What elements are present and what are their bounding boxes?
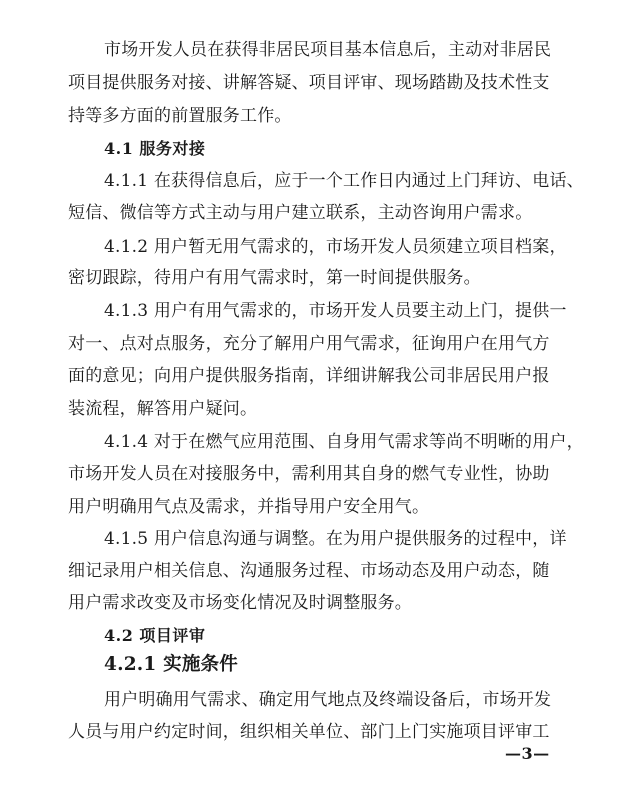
para-4-2-1-line-2: 人员与用户约定时间，组织相关单位、部门上门实施项目评审工 [68,722,550,742]
para-4-1-5-line-3: 用户需求改变及市场变化情况及时调整服务。 [68,593,412,613]
intro-line-1: 市场开发人员在获得非居民项目基本信息后，主动对非居民 [104,40,552,60]
page-number: —3— [505,744,550,763]
para-4-1-4-line-2: 市场开发人员在对接服务中，需利用其自身的燃气专业性，协助 [68,464,550,484]
para-4-1-3-line-3: 面的意见；向用户提供服务指南，详细讲解我公司非居民用户报 [68,366,550,386]
section-4-2-heading: 4.2 项目评审 [104,626,206,645]
para-4-1-4-line-3: 用户明确用气点及需求，并指导用户安全用气。 [68,497,430,517]
para-4-1-2-line-1: 4.1.2 用户暂无用气需求的，市场开发人员须建立项目档案， [104,237,567,257]
para-4-1-1-line-1: 4.1.1 在获得信息后，应于一个工作日内通过上门拜访、电话、 [104,171,584,191]
para-4-1-5-line-2: 细记录用户相关信息、沟通服务过程、市场动态及用户动态，随 [68,561,550,581]
intro-line-2: 项目提供服务对接、讲解答疑、项目评审、现场踏勘及技术性支 [68,73,550,93]
para-4-1-3-line-2: 对一、点对点服务，充分了解用户用气需求，征询用户在用气方 [68,334,550,354]
para-4-1-5-line-1: 4.1.5 用户信息沟通与调整。在为用户提供服务的过程中，详 [104,529,567,549]
para-4-1-3-line-4: 装流程，解答用户疑问。 [68,399,258,419]
section-4-2-1-heading: 4.2.1 实施条件 [104,654,238,675]
para-4-2-1-line-1: 用户明确用气需求、确定用气地点及终端设备后，市场开发 [104,690,552,710]
para-4-1-1-line-2: 短信、微信等方式主动与用户建立联系，主动咨询用户需求。 [68,203,533,223]
intro-line-3: 持等多方面的前置服务工作。 [68,106,292,126]
para-4-1-4-line-1: 4.1.4 对于在燃气应用范围、自身用气需求等尚不明晰的用户， [104,432,584,452]
para-4-1-2-line-2: 密切跟踪，待用户有用气需求时，第一时间提供服务。 [68,268,481,288]
para-4-1-3-line-1: 4.1.3 用户有用气需求的，市场开发人员要主动上门，提供一 [104,301,567,321]
section-4-1-heading: 4.1 服务对接 [104,139,206,158]
